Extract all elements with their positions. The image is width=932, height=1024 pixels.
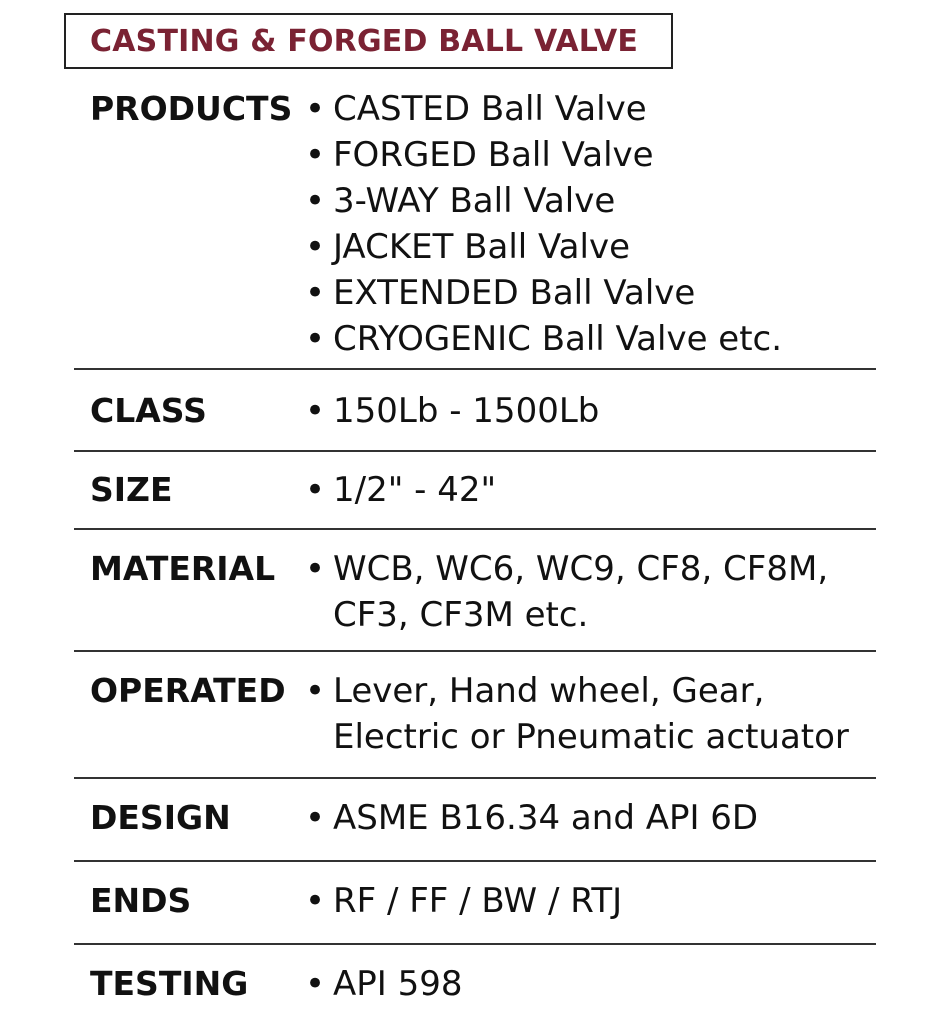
spec-value: JACKET Ball Valve xyxy=(333,227,630,267)
spec-value: RF / FF / BW / RTJ xyxy=(333,881,623,921)
spec-value: CF3, CF3M etc. xyxy=(333,595,589,635)
list-item xyxy=(305,388,599,434)
divider xyxy=(74,650,876,652)
spec-value: Lever, Hand wheel, Gear, xyxy=(333,671,765,711)
list-item xyxy=(305,467,496,513)
list-item xyxy=(305,224,782,270)
divider xyxy=(74,528,876,530)
title-box xyxy=(64,13,673,69)
list-item xyxy=(305,961,463,1007)
spec-value: 3-WAY Ball Valve xyxy=(333,181,616,221)
spec-value: 150Lb - 1500Lb xyxy=(333,391,600,431)
bullet-icon: • xyxy=(305,798,326,838)
list-item xyxy=(305,86,782,132)
spec-values-size xyxy=(305,467,496,513)
list-item xyxy=(305,546,828,638)
spec-value: FORGED Ball Valve xyxy=(333,135,654,175)
spec-label-size: SIZE xyxy=(90,470,173,509)
bullet-icon: • xyxy=(305,881,326,921)
bullet-icon: • xyxy=(305,227,326,267)
spec-value: CASTED Ball Valve xyxy=(333,89,647,129)
spec-values-testing xyxy=(305,961,463,1007)
bullet-icon: • xyxy=(305,273,326,313)
list-item xyxy=(305,316,782,362)
list-item xyxy=(305,270,782,316)
bullet-icon: • xyxy=(305,964,326,1004)
divider xyxy=(74,777,876,779)
spec-values-design xyxy=(305,795,758,841)
spec-value: API 598 xyxy=(333,964,463,1004)
bullet-icon: • xyxy=(305,391,326,431)
spec-value: ASME B16.34 and API 6D xyxy=(333,798,759,838)
spec-value: EXTENDED Ball Valve xyxy=(333,273,696,313)
spec-values-material xyxy=(305,546,828,638)
bullet-icon: • xyxy=(305,549,326,589)
divider xyxy=(74,450,876,452)
list-item xyxy=(305,178,782,224)
spec-values-ends xyxy=(305,878,622,924)
divider xyxy=(74,860,876,862)
list-item xyxy=(305,132,782,178)
spec-value: Electric or Pneumatic actuator xyxy=(333,717,849,757)
divider xyxy=(74,943,876,945)
spec-label-products: PRODUCTS xyxy=(90,89,293,128)
list-item xyxy=(305,878,622,924)
bullet-icon: • xyxy=(305,89,326,129)
spec-label-ends: ENDS xyxy=(90,881,192,920)
spec-label-class: CLASS xyxy=(90,391,207,430)
bullet-icon: • xyxy=(305,319,326,359)
spec-value: WCB, WC6, WC9, CF8, CF8M, xyxy=(333,549,829,589)
spec-label-material: MATERIAL xyxy=(90,549,276,588)
spec-label-design: DESIGN xyxy=(90,798,231,837)
spec-label-operated: OPERATED xyxy=(90,671,286,710)
page-title: CASTING & FORGED BALL VALVE xyxy=(90,23,639,59)
spec-value: CRYOGENIC Ball Valve etc. xyxy=(333,319,783,359)
bullet-icon: • xyxy=(305,671,326,711)
bullet-icon: • xyxy=(305,470,326,510)
bullet-icon: • xyxy=(305,135,326,175)
divider xyxy=(74,368,876,370)
spec-values-operated xyxy=(305,668,849,760)
spec-label-testing: TESTING xyxy=(90,964,249,1003)
bullet-icon: • xyxy=(305,181,326,221)
list-item xyxy=(305,668,849,760)
spec-values-class xyxy=(305,388,599,434)
spec-values-products xyxy=(305,86,782,362)
list-item xyxy=(305,795,758,841)
spec-value: 1/2" - 42" xyxy=(333,470,497,510)
